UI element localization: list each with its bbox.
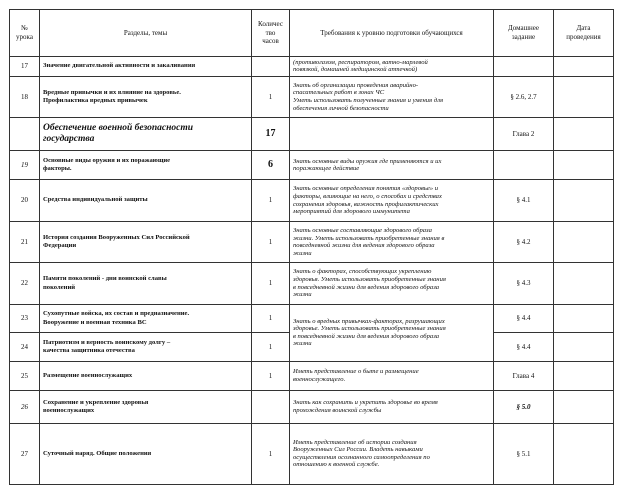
table-row	[10, 76, 614, 117]
lesson-hours: 1	[252, 333, 290, 361]
lesson-hours: 1	[252, 263, 290, 304]
lesson-topic: Значение двигательной активности и закаливания	[40, 56, 252, 76]
lesson-requirements: Иметь представление о быте и размещение военнослужащего.	[290, 361, 494, 390]
lesson-topic: Суточный наряд. Общие положения	[40, 423, 252, 484]
lesson-requirements: Знать об организации проведения аварийно- спасательных работ в зонах ЧС Уметь использовать полученные знания и умения для обеспечения личной безопасности	[290, 76, 494, 117]
lesson-requirements: Знать основные определения понятия «здоровье» и факторы, влияющие на него, о способах и средствах сохранения здоровья, важность профилактических мероприятий для здорового иммунитета	[290, 180, 494, 221]
lesson-hours: 1	[252, 221, 290, 262]
lesson-requirements: (противогазом, респиратором, ватно-марлевой повязкой, домашней медицинской аптечкой)	[290, 56, 494, 76]
lesson-homework: § 4.4	[494, 304, 554, 332]
section-hours: 17	[252, 118, 290, 151]
header-date: Дата проведения	[554, 10, 614, 57]
lesson-homework: Глава 4	[494, 361, 554, 390]
lesson-plan-table	[9, 9, 614, 485]
lesson-requirements: Знать о факторах, способствующих укреплению здоровья. Уметь использовать приобретенные знания в повседневной жизни для ведения здорового образа жизни	[290, 263, 494, 304]
lesson-date	[554, 361, 614, 390]
lesson-requirements: Знать основные составляющие здорового образа жизни. Уметь использовать приобретенные знания в повседневной жизни для ведения здорового образа жизни	[290, 221, 494, 262]
lesson-topic: Основные виды оружия и их поражающие факторы.	[40, 150, 252, 179]
lesson-requirements: Иметь представление об истории создания Вооруженных Сил России. Владеть навыками осуществления осознанного самоопределения по отношению к военной службе.	[290, 423, 494, 484]
lesson-number: 26	[10, 391, 40, 424]
lesson-homework	[494, 56, 554, 76]
header-requirements: Требования к уровню подготовки обучающихся	[290, 10, 494, 57]
section-row	[10, 118, 614, 151]
lesson-requirements	[290, 118, 494, 151]
header-topics: Разделы, темы	[40, 10, 252, 57]
lesson-date	[554, 304, 614, 332]
lesson-number: 21	[10, 221, 40, 262]
table-row	[10, 263, 614, 304]
lesson-number: 20	[10, 180, 40, 221]
lesson-date	[554, 423, 614, 484]
lesson-homework: § 4.1	[494, 180, 554, 221]
header-row	[10, 10, 614, 57]
lesson-date	[554, 263, 614, 304]
lesson-homework: Глава 2	[494, 118, 554, 151]
table-row	[10, 56, 614, 76]
header-homework: Домашнее задание	[494, 10, 554, 57]
table-row	[10, 361, 614, 390]
lesson-hours: 1	[252, 304, 290, 332]
table-row	[10, 304, 614, 332]
lesson-hours	[252, 391, 290, 424]
lesson-date	[554, 333, 614, 361]
lesson-date	[554, 180, 614, 221]
lesson-date	[554, 76, 614, 117]
header-hours: Количес тво часов	[252, 10, 290, 57]
lesson-topic: Сохранение и укрепление здоровья военнослужащих	[40, 391, 252, 424]
lesson-hours: 1	[252, 180, 290, 221]
lesson-homework	[494, 150, 554, 179]
lesson-number: 19	[10, 150, 40, 179]
lesson-homework: § 4.3	[494, 263, 554, 304]
header-lesson-number: № урока	[10, 10, 40, 57]
lesson-date	[554, 221, 614, 262]
table-row	[10, 221, 614, 262]
lesson-topic: Размещение военнослужащих	[40, 361, 252, 390]
lesson-date	[554, 118, 614, 151]
lesson-number: 25	[10, 361, 40, 390]
lesson-number: 27	[10, 423, 40, 484]
lesson-hours: 6	[252, 150, 290, 179]
lesson-homework: § 4.4	[494, 333, 554, 361]
lesson-topic: История создания Вооруженных Сил Российской Федерации	[40, 221, 252, 262]
table-row	[10, 391, 614, 424]
lesson-number: 24	[10, 333, 40, 361]
table-row	[10, 180, 614, 221]
lesson-number: 17	[10, 56, 40, 76]
lesson-number: 23	[10, 304, 40, 332]
lesson-topic: Сухопутные войска, их состав и предназначение. Вооружение и военная техника ВС	[40, 304, 252, 332]
lesson-date	[554, 56, 614, 76]
lesson-hours	[252, 56, 290, 76]
lesson-hours: 1	[252, 76, 290, 117]
lesson-date	[554, 391, 614, 424]
lesson-topic: Средства индивидуальной защиты	[40, 180, 252, 221]
lesson-hours: 1	[252, 423, 290, 484]
lesson-plan-document	[9, 9, 613, 485]
lesson-homework: § 2.6, 2.7	[494, 76, 554, 117]
lesson-topic: Патриотизм и верность воинскому долгу – качества защитника отечества	[40, 333, 252, 361]
lesson-number	[10, 118, 40, 151]
lesson-requirements: Знать основные виды оружия где применяются и их поражающее действие	[290, 150, 494, 179]
table-row	[10, 150, 614, 179]
lesson-topic: Вредные привычки и их влияние на здоровье. Профилактика вредных привычек	[40, 76, 252, 117]
lesson-topic: Памяти поколений - дни воинской славы поколений	[40, 263, 252, 304]
lesson-requirements: Знать о вредных привычках-факторах, разрушающих здоровье. Уметь использовать приобретенные знания в повседневной жизни для ведения здорового образа жизни	[290, 304, 494, 361]
lesson-number: 18	[10, 76, 40, 117]
lesson-date	[554, 150, 614, 179]
lesson-homework: § 4.2	[494, 221, 554, 262]
section-title: Обеспечение военной безопасности государства	[40, 118, 252, 151]
lesson-homework: § 5.1	[494, 423, 554, 484]
lesson-requirements: Знать как сохранить и укрепить здоровье во время прохождения воинской службы	[290, 391, 494, 424]
lesson-homework: § 5.0	[494, 391, 554, 424]
lesson-number: 22	[10, 263, 40, 304]
table-row	[10, 423, 614, 484]
lesson-hours: 1	[252, 361, 290, 390]
